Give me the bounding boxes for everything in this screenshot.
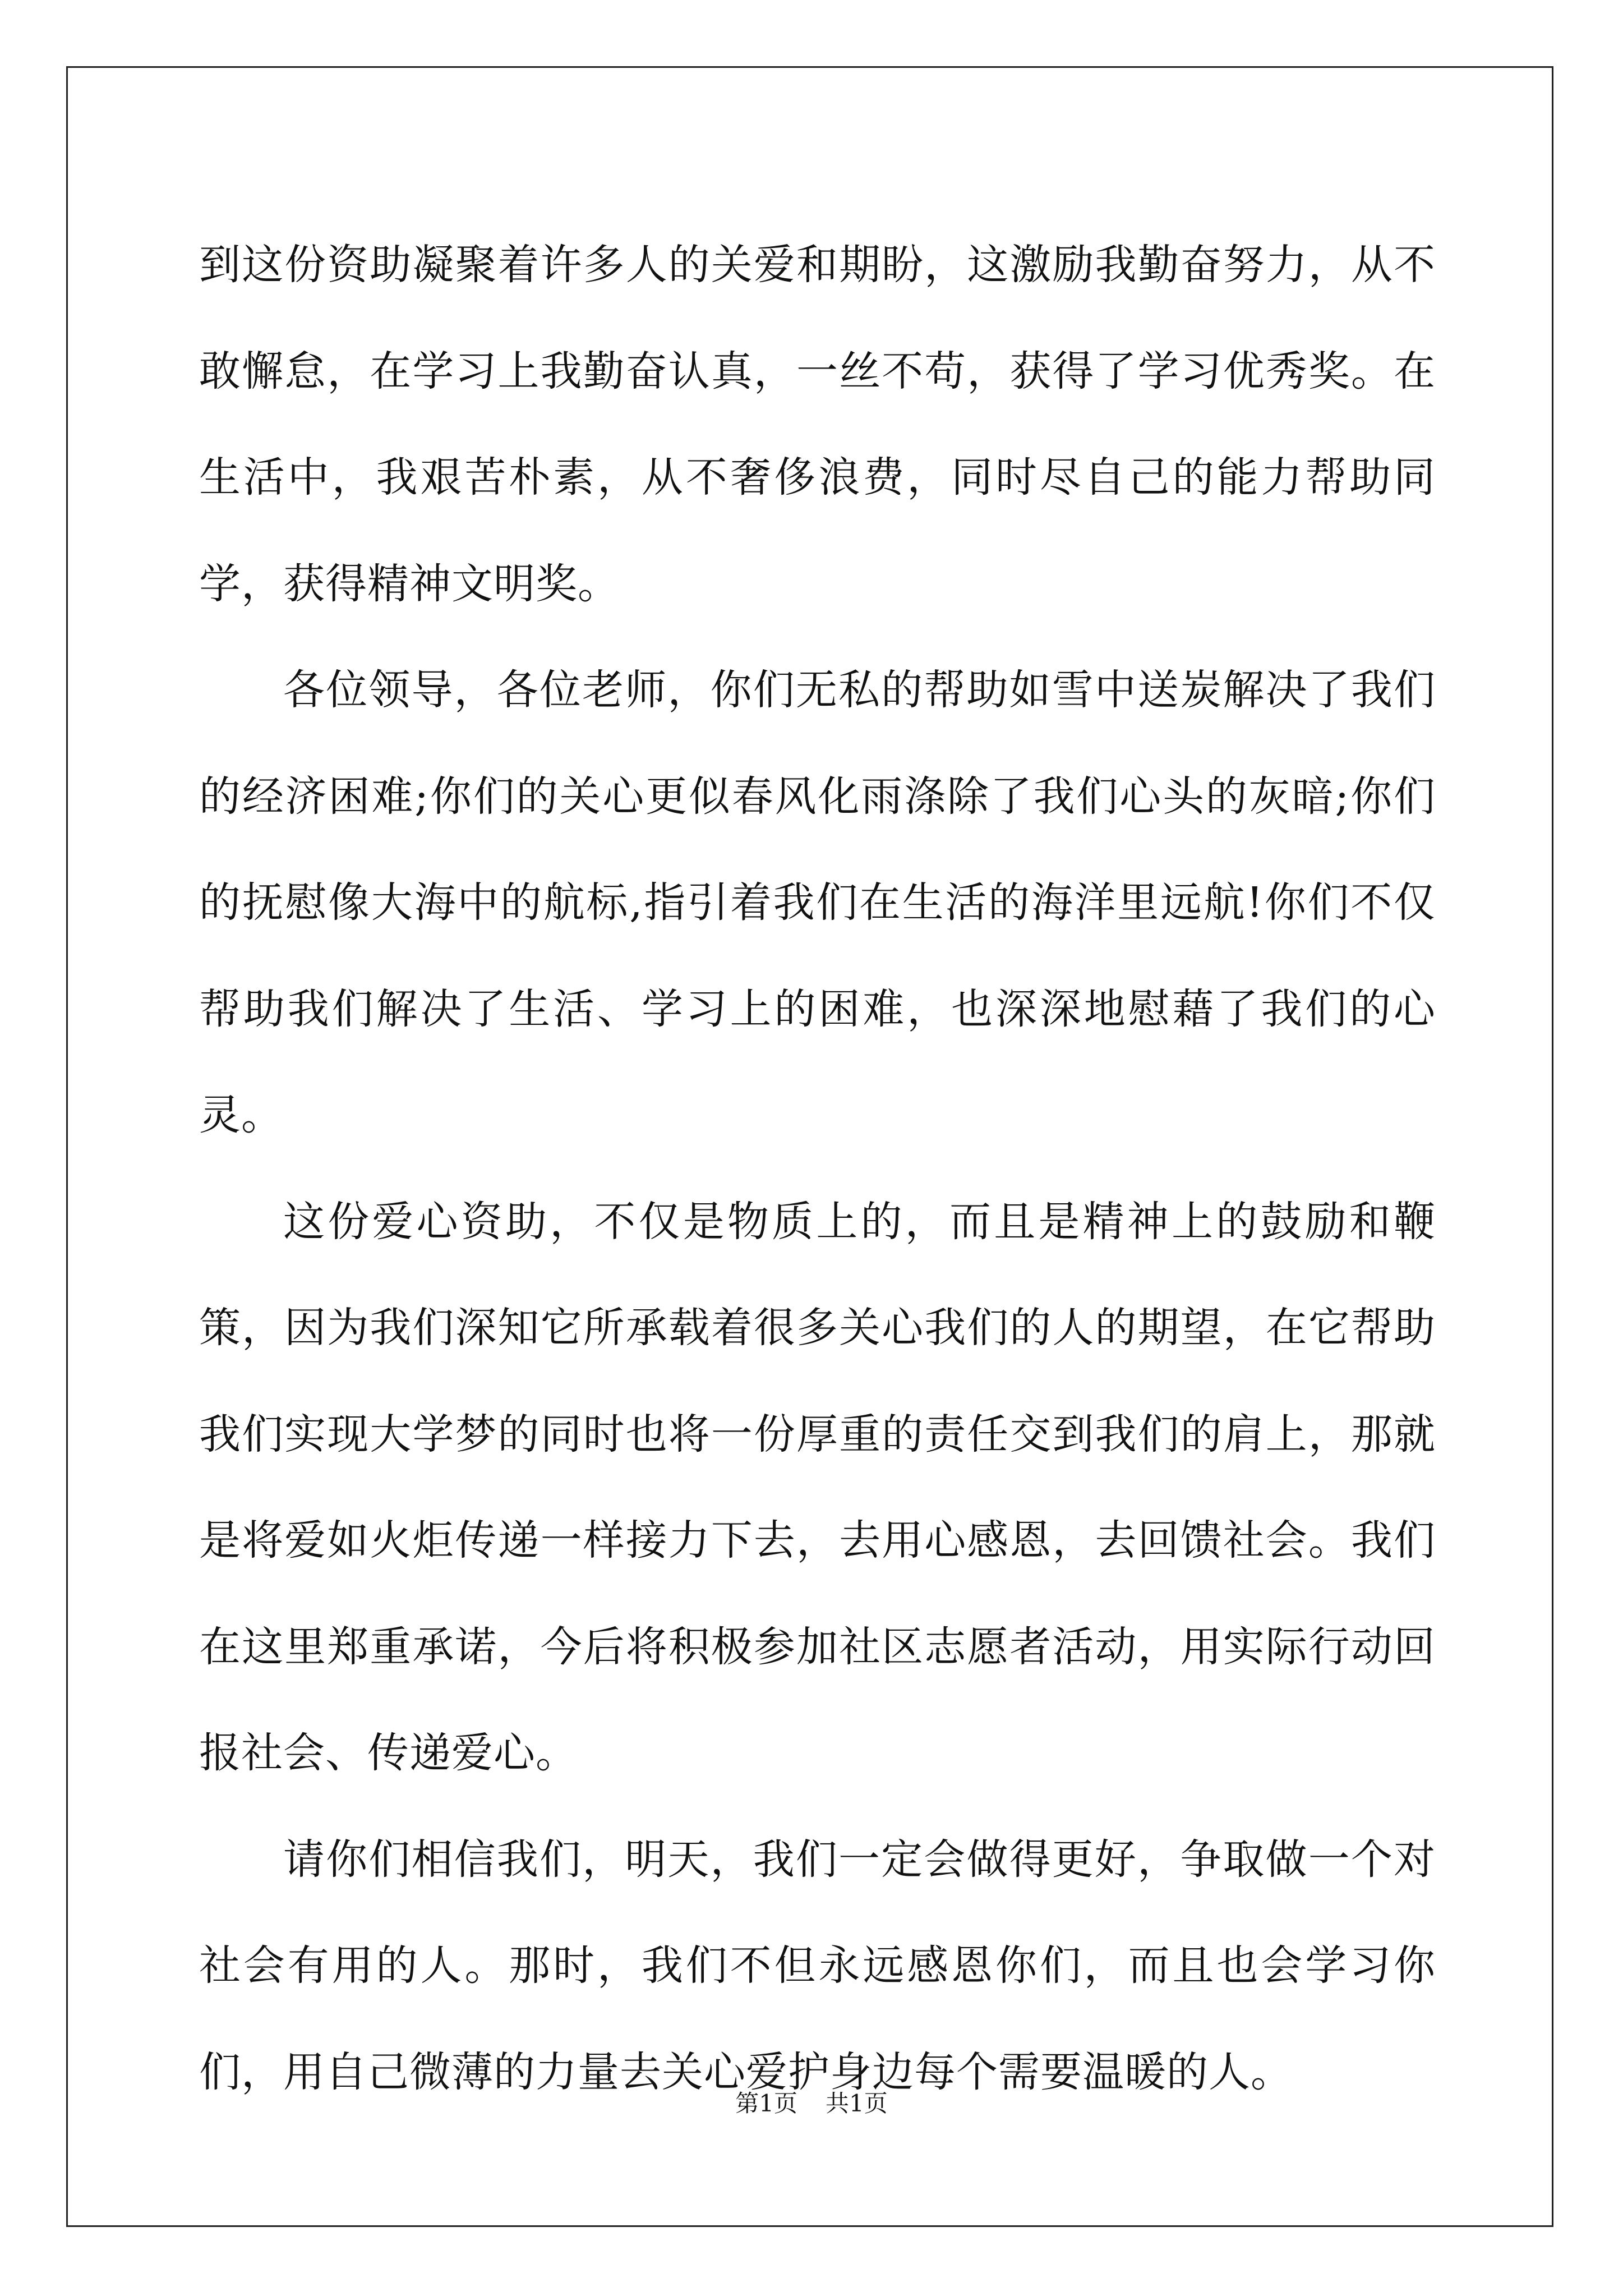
page-number: 第1页 <box>735 2090 797 2117</box>
page-total: 共1页 <box>826 2090 888 2117</box>
paragraph-1: 到这份资助凝聚着许多人的关爱和期盼，这激励我勤奋努力，从不敢懈怠，在学习上我勤奋认真，一丝不苟，获得了学习优秀奖。在生活中，我艰苦朴素，从不奢侈浪费，同时尽自己的能力帮助同学，获得精神文明奖。 <box>199 241 1436 608</box>
paragraph-2: 各位领导，各位老师，你们无私的帮助如雪中送炭解决了我们的经济困难;你们的关心更似春风化雨涤除了我们心头的灰暗;你们的抚慰像大海中的航标,指引着我们在生活的海洋里远航!你们不仅帮助我们解决了生活、学习上的困难，也深深地慰藉了我们的心灵。 <box>199 666 1436 1139</box>
paragraph-3: 这份爱心资助，不仅是物质上的，而且是精神上的鼓励和鞭策，因为我们深知它所承载着很多关心我们的人的期望，在它帮助我们实现大学梦的同时也将一份厚重的责任交到我们的肩上，那就是将爱如火炬传递一样接力下去，去用心感恩，去回馈社会。我们在这里郑重承诺，今后将积极参加社区志愿者活动，用实际行动回报社会、传递爱心。 <box>199 1197 1436 1777</box>
paragraph-4: 请你们相信我们，明天，我们一定会做得更好，争取做一个对社会有用的人。那时，我们不但永远感恩你们，而且也会学习你们，用自己微薄的力量去关心爱护身边每个需要温暖的人。 <box>199 1835 1436 2096</box>
page-footer <box>0 2087 1623 2120</box>
document-body <box>199 212 1436 2125</box>
